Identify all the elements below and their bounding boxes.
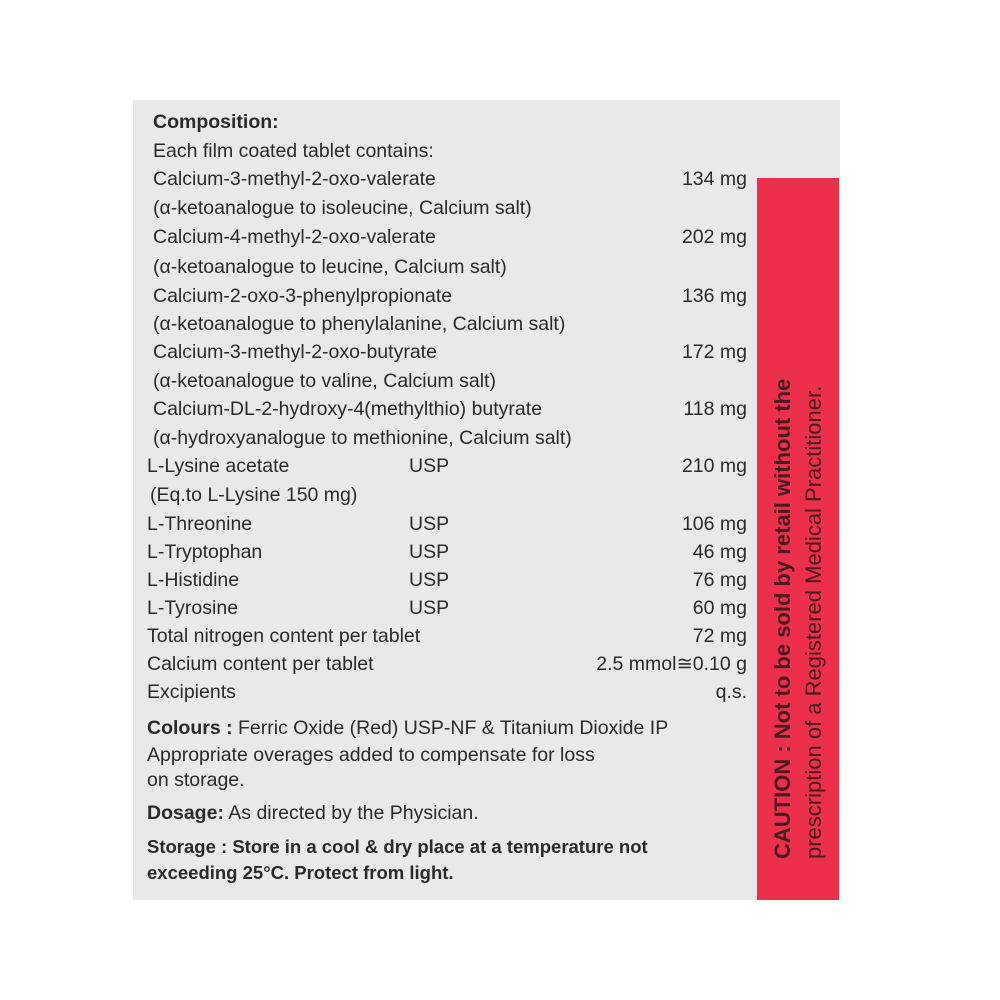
colours-text: Ferric Oxide (Red) USP-NF & Titanium Dioxide IP	[238, 717, 669, 739]
colours-line	[147, 717, 668, 739]
ingredient-quantity: 72 mg	[692, 625, 747, 647]
ingredient-quantity: 60 mg	[692, 597, 747, 619]
ingredient-name: Excipients	[147, 681, 236, 703]
ingredient-quantity: 76 mg	[692, 569, 747, 591]
ingredient-quantity: 202 mg	[681, 226, 747, 248]
ingredient-name: L-Threonine	[147, 513, 253, 535]
overages-line-2: on storage.	[147, 769, 245, 791]
ingredient-quantity: 172 mg	[681, 341, 747, 363]
ingredient-name: L-Tyrosine	[147, 597, 239, 619]
ingredient-name: (Eq.to L-Lysine 150 mg)	[150, 484, 358, 506]
caution-line-1: CAUTION : Not to be sold by retail without the	[770, 378, 795, 859]
colours-label: Colours :	[147, 717, 233, 739]
ingredient-quantity: 118 mg	[683, 398, 747, 420]
overages-line-1: Appropriate overages added to compensate for loss	[147, 744, 595, 766]
dosage-label: Dosage:	[147, 802, 224, 824]
ingredient-name: (α-ketoanalogue to leucine, Calcium salt)	[153, 256, 507, 278]
ingredient-quantity: q.s.	[715, 681, 747, 703]
ingredient-quantity: 210 mg	[681, 455, 747, 477]
ingredient-name: L-Tryptophan	[147, 541, 263, 563]
ingredient-standard: USP	[409, 597, 450, 619]
dosage-line	[147, 802, 479, 824]
ingredient-name: Calcium-3-methyl-2-oxo-valerate	[153, 168, 436, 190]
ingredient-name: (α-hydroxyanalogue to methionine, Calcium salt)	[153, 427, 572, 449]
composition-intro: Each film coated tablet contains:	[153, 140, 434, 162]
ingredient-standard: USP	[409, 569, 450, 591]
ingredient-name: (α-ketoanalogue to valine, Calcium salt)	[153, 370, 496, 392]
storage-line-1	[147, 836, 648, 858]
ingredient-quantity: 106 mg	[681, 513, 747, 535]
ingredient-name: Calcium-DL-2-hydroxy-4(methylthio) butyrate	[153, 398, 543, 420]
ingredient-name: L-Histidine	[147, 569, 240, 591]
storage-text-1: Store in a cool & dry place at a temperature not	[232, 836, 648, 857]
caution-band	[757, 178, 839, 900]
ingredient-name: Total nitrogen content per tablet	[147, 625, 421, 647]
ingredient-name: (α-ketoanalogue to phenylalanine, Calcium salt)	[153, 313, 566, 335]
ingredient-name: Calcium-2-oxo-3-phenylpropionate	[153, 285, 453, 307]
ingredient-quantity: 2.5 mmol≅0.10 g	[596, 653, 747, 675]
ingredient-name: (α-ketoanalogue to isoleucine, Calcium salt)	[153, 197, 532, 219]
caution-text	[767, 219, 829, 859]
ingredient-name: Calcium-4-methyl-2-oxo-valerate	[153, 226, 436, 248]
ingredient-name: Calcium content per tablet	[147, 653, 374, 675]
ingredient-quantity: 46 mg	[692, 541, 747, 563]
ingredient-standard: USP	[409, 513, 450, 535]
storage-label: Storage :	[147, 836, 228, 857]
dosage-text: As directed by the Physician.	[228, 802, 479, 824]
ingredient-standard: USP	[409, 455, 450, 477]
ingredient-name: L-Lysine acetate	[147, 455, 290, 477]
storage-line-2: exceeding 25°C. Protect from light.	[147, 862, 454, 883]
ingredient-name: Calcium-3-methyl-2-oxo-butyrate	[153, 341, 437, 363]
caution-line-2: prescription of a Registered Medical Practitioner.	[801, 385, 826, 859]
ingredient-quantity: 134 mg	[681, 168, 747, 190]
ingredient-quantity: 136 mg	[681, 285, 747, 307]
composition-heading: Composition:	[153, 111, 279, 133]
ingredient-standard: USP	[409, 541, 450, 563]
